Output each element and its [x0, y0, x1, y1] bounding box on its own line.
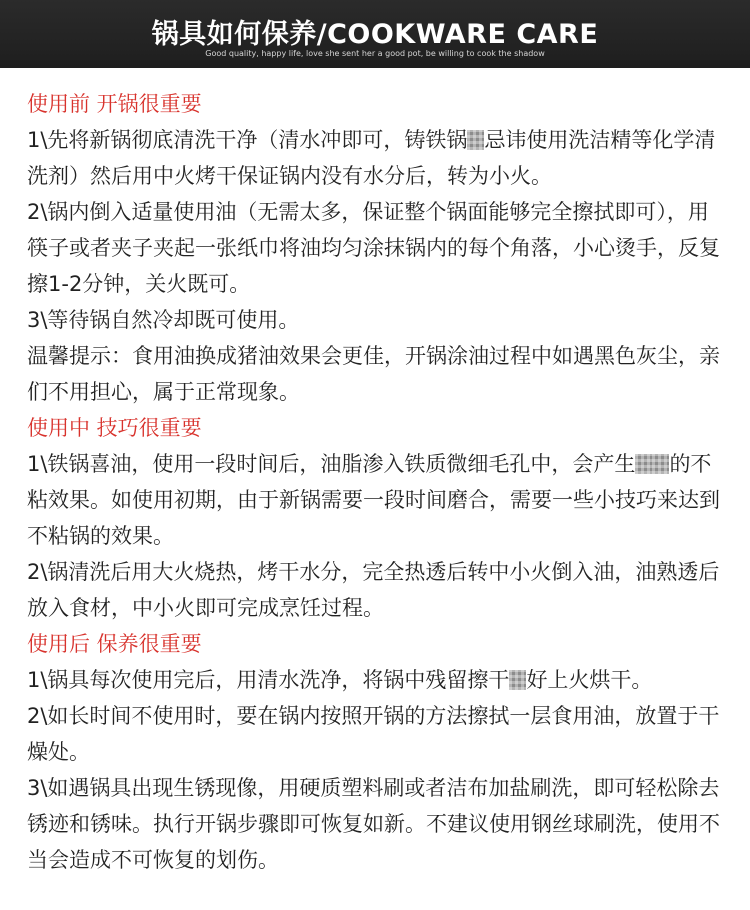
mosaic-blur	[652, 454, 669, 474]
after-use-step-3: 3\如遇锅具出现生锈现像，用硬质塑料刷或者洁布加盐刷洗，即可轻松除去锈迹和锈味。执行开锅步骤即可恢复如新。不建议使用钢丝球刷洗，使用不当会造成不可恢复的划伤。	[27, 776, 720, 872]
after-use-step-1-text-b: 好上火烘干。	[526, 668, 653, 692]
before-use-step-1-text-b: 忌讳使用洗洁精等化学清洗剂）然后用中火烤干保证锅内没有水分后，转为小火。	[27, 128, 716, 188]
mosaic-blur	[467, 130, 484, 150]
before-use-step-2: 2\锅内倒入适量使用油（无需太多，保证整个锅面能够完全擦拭即可），用筷子或者夹子夹起一张纸巾将油均匀涂抹锅内的每个角落，小心烫手，反复擦1-2分钟，关火既可。	[27, 200, 720, 296]
during-use-step-1-text-a: 1\铁锅喜油，使用一段时间后，油脂渗入铁质微细毛孔中，会产生	[27, 452, 636, 476]
page-title: 锅具如何保养/COOKWARE CARE	[151, 19, 599, 50]
before-use-tip: 温馨提示：食用油换成猪油效果会更佳，开锅涂油过程中如遇黑色灰尘，亲们不用担心，属于正常现象。	[27, 344, 720, 404]
before-use-step-1-text-a: 1\先将新锅彻底清洗干净（清水冲即可，铸铁锅	[27, 128, 468, 152]
during-use-step-1	[27, 446, 727, 554]
after-use-step-2: 2\如长时间不使用时，要在锅内按照开锅的方法擦拭一层食用油，放置于干燥处。	[27, 704, 720, 764]
section-before-use	[27, 86, 727, 410]
care-instructions	[27, 86, 727, 878]
after-use-step-1	[27, 662, 727, 698]
during-use-step-2: 2\锅清洗后用大火烧热，烤干水分，完全热透后转中小火倒入油，油熟透后放入食材，中小火即可完成烹饪过程。	[27, 560, 720, 620]
after-use-step-1-text-a: 1\锅具每次使用完后，用清水洗净，将锅中残留擦干	[27, 668, 510, 692]
header-banner	[0, 0, 750, 68]
section-title-after-use: 使用后 保养很重要	[27, 632, 202, 656]
page-subtitle: Good quality, happy life, love she sent her a good pot, be willing to cook the shadow	[205, 49, 545, 58]
mosaic-blur	[635, 454, 652, 474]
before-use-step-3: 3\等待锅自然冷却既可使用。	[27, 308, 300, 332]
section-title-before-use: 使用前 开锅很重要	[27, 92, 202, 116]
during-use-step-1-text-b: 的不粘效果。如使用初期，由于新锅需要一段时间磨合，需要一些小技巧来达到不粘锅的效果。	[27, 452, 720, 548]
section-after-use	[27, 626, 727, 878]
before-use-step-1	[27, 122, 727, 194]
section-title-during-use: 使用中 技巧很重要	[27, 416, 202, 440]
section-during-use	[27, 410, 727, 626]
mosaic-blur	[509, 670, 526, 690]
